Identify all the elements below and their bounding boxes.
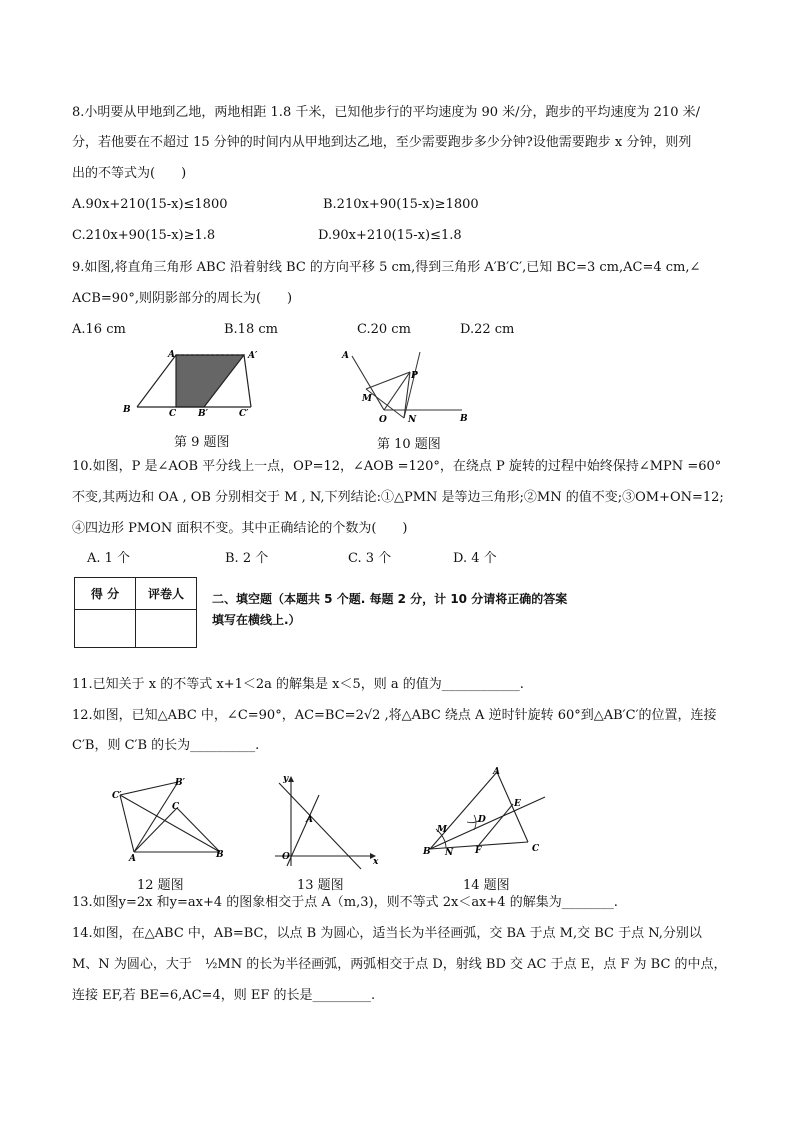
fig12-segment-ac — [134, 808, 177, 852]
q8-option-c: C.210x+90(15-x)≥1.8 — [72, 228, 216, 243]
fig9-shaded-region — [176, 355, 244, 407]
q9-option-c: C.20 cm — [357, 322, 411, 337]
fig14-label-e: E — [514, 799, 521, 809]
fig12-segment-c-prime-b — [120, 795, 220, 852]
q9-line-2: ACB=90°,则阴影部分的周长为( ) — [72, 291, 293, 306]
fig13-y-arrow — [288, 776, 294, 782]
fig9-label-b-prime: B′ — [198, 409, 208, 419]
q8-line-3: 出的不等式为( ) — [72, 166, 187, 181]
q8-option-d: D.90x+210(15-x)≤1.8 — [318, 228, 462, 243]
fig14-label-a: A — [493, 767, 500, 777]
fig12-segment-cb — [177, 808, 220, 852]
q9-option-d: D.22 cm — [460, 322, 515, 337]
q8-option-b: B.210x+90(15-x)≥1800 — [323, 197, 479, 212]
q9-line-1: 9.如图,将直角三角形 ABC 沿着射线 BC 的方向平移 5 cm,得到三角形 A′B′C′,已知 BC=3 cm,AC=4 cm,∠ — [72, 260, 701, 275]
fig12-segment-ab-prime — [134, 782, 178, 852]
q8-line-2: 分，若他要在不超过 15 分钟的时间内从甲地到达乙地，至少需要跑步多少分钟?设他需要跑步 x 分钟，则列 — [72, 135, 692, 150]
q8-option-a: A.90x+210(15-x)≤1800 — [72, 197, 228, 212]
fig12-label-c-prime: C′ — [112, 791, 122, 801]
fig13-label-y: y — [283, 774, 289, 784]
score-field[interactable] — [75, 610, 136, 648]
q11-line-1: 11.已知关于 x 的不等式 x+1＜2a 的解集是 x＜5，则 a 的值为____________. — [72, 677, 524, 692]
section-2-heading-line-2: 填写在横线上.） — [212, 613, 301, 627]
fig12-label-b: B — [216, 850, 224, 860]
q10-option-c: C. 3 个 — [348, 551, 392, 566]
q9-option-b: B.18 cm — [224, 322, 278, 337]
q9-option-a: A.16 cm — [72, 322, 126, 337]
fig13-line-y-2x — [287, 795, 319, 866]
fig9-label-c-prime: C′ — [239, 409, 249, 419]
fig14-label-f: F — [475, 846, 482, 856]
fig10-label-m: M — [362, 394, 372, 404]
q10-line-3: ④四边形 PMON 面积不变。其中正确结论的个数为( ) — [72, 521, 408, 536]
fig13-caption: 13 题图 — [297, 878, 344, 893]
fig9-caption: 第 9 题图 — [174, 435, 230, 450]
fig10-label-p: P — [411, 371, 418, 381]
q14-line-3: 连接 EF,若 BE=6,AC=4，则 EF 的长是_________. — [72, 988, 376, 1003]
fig14-label-m: M — [437, 825, 447, 835]
fig10-caption: 第 10 题图 — [377, 437, 441, 452]
q12-line-2: C′B，则 C′B 的长为__________. — [72, 738, 260, 753]
fig12-label-b-prime: B′ — [175, 778, 185, 788]
score-table — [74, 577, 197, 648]
fig9-label-b: B — [123, 405, 131, 415]
q14-line-2: M、N 为圆心，大于 ½MN 的长为半径画弧，两弧相交于点 D，射线 BD 交 AC 于点 E，点 F 为 BC 的中点， — [72, 957, 727, 972]
fig13-label-a: A — [306, 815, 313, 825]
q10-option-b: B. 2 个 — [225, 551, 269, 566]
q10-option-d: D. 4 个 — [453, 551, 497, 566]
fig14-segment-ba — [430, 772, 497, 849]
fig12-label-a: A — [129, 854, 136, 864]
fig10-segment-pm — [366, 372, 410, 389]
score-table-header-grader: 评卷人 — [136, 578, 197, 610]
fig9-side-ac-prime — [244, 355, 251, 407]
grader-field[interactable] — [136, 610, 197, 648]
q10-line-2: 不变,其两边和 OA , OB 分别相交于 M , N,下列结论:①△PMN 是等边三角形;②MN 的值不变;③OM+ON=12; — [72, 490, 724, 505]
fig14-caption: 14 题图 — [463, 878, 510, 893]
fig13-label-x: x — [373, 857, 379, 867]
q10-option-a: A. 1 个 — [87, 551, 131, 566]
q13-line-1: 13.如图y=2x 和y=ax+4 的图象相交于点 A（m,3)，则不等式 2x＜ax+4 的解集为________. — [72, 895, 618, 910]
fig9-label-a-prime: A′ — [248, 351, 258, 361]
fig10-label-n: N — [408, 415, 417, 425]
fig9-label-a: A — [168, 350, 175, 360]
fig12-segment-ac-prime — [120, 795, 134, 852]
fig14-label-c: C — [532, 844, 540, 854]
fig14-label-n: N — [445, 848, 454, 858]
fig12-caption: 12 题图 — [137, 878, 184, 893]
fig12-segment-c-prime-b-prime — [120, 782, 178, 795]
fig14-label-d: D — [478, 815, 486, 825]
fig9-label-c: C — [169, 409, 177, 419]
score-table-header-score: 得 分 — [75, 578, 136, 610]
fig10-extended-pn — [404, 352, 420, 418]
fig9-side-ab — [137, 355, 176, 407]
fig12-label-c: C — [172, 802, 180, 812]
q12-line-1: 12.如图，已知△ABC 中，∠C=90°，AC=BC=2√2 ,将△ABC 绕点 A 逆时针旋转 60°到△AB′C′的位置，连接 — [72, 708, 717, 723]
fig10-label-o: O — [379, 415, 387, 425]
fig13-label-o: O — [282, 852, 290, 862]
fig10-label-a: A — [342, 351, 349, 361]
q14-line-1: 14.如图，在△ABC 中，AB=BC，以点 B 为圆心，适当长为半径画弧，交 BA 于点 M,交 BC 于点 N,分别以 — [72, 926, 702, 941]
q8-line-1: 8.小明要从甲地到乙地，两地相距 1.8 千米，已知他步行的平均速度为 90 米/分，跑步的平均速度为 210 米/ — [72, 105, 700, 120]
fig14-label-b: B — [423, 847, 431, 857]
q10-line-1: 10.如图，P 是∠AOB 平分线上一点，OP=12，∠AOB =120°，在绕点 P 旋转的过程中始终保持∠MPN =60° — [72, 459, 722, 474]
fig10-label-b: B — [460, 414, 468, 424]
section-2-heading-line-1: 二、填空题（本题共 5 个题. 每题 2 分，计 10 分请将正确的答案 — [212, 592, 568, 606]
